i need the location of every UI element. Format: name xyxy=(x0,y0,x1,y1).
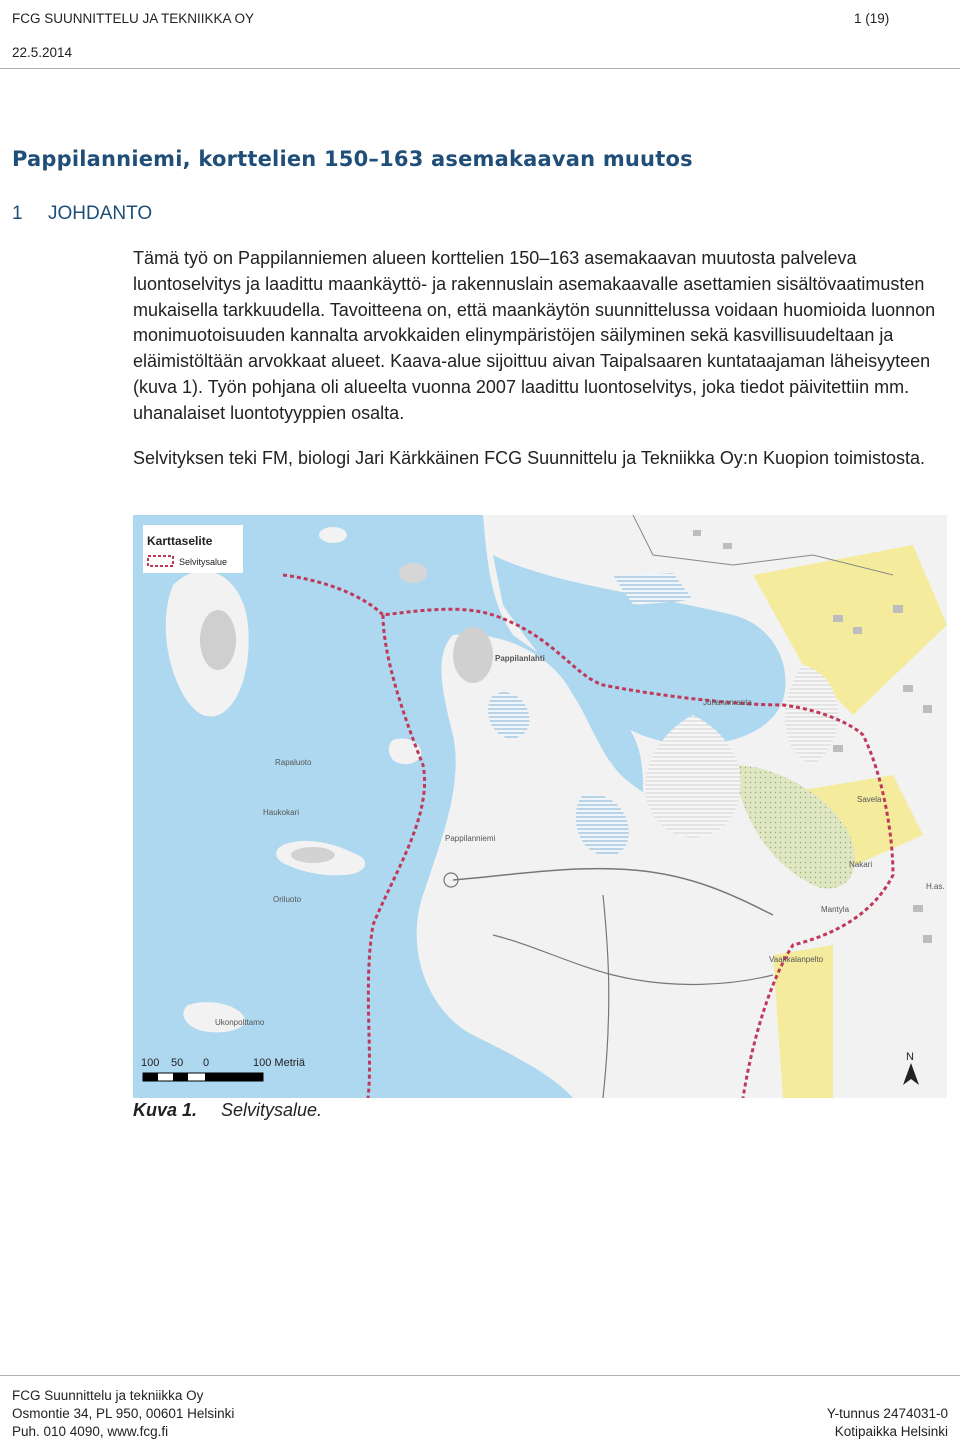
footer-company: FCG Suunnittelu ja tekniikka Oy xyxy=(12,1388,204,1403)
scale-label: 100 Metriä xyxy=(253,1057,305,1069)
place-label: Vaakkalanpelto xyxy=(769,955,824,964)
place-label: Savela xyxy=(857,795,882,804)
north-label: N xyxy=(906,1051,914,1063)
place-label: Pappilanniemi xyxy=(445,834,496,843)
survey-area-map xyxy=(133,515,947,1098)
document-title: Pappilanniemi, korttelien 150–163 asemakaavan muutos xyxy=(12,147,693,171)
caption-text: Selvitysalue. xyxy=(221,1100,323,1120)
rock-outcrop xyxy=(399,563,427,583)
section-heading xyxy=(12,203,152,225)
rock-outcrop xyxy=(291,847,335,863)
footer-address: Osmontie 34, PL 950, 00601 Helsinki xyxy=(12,1406,235,1421)
island-east-small xyxy=(319,527,347,543)
place-label: Haukokari xyxy=(263,808,300,817)
header-company: FCG SUUNNITTELU JA TEKNIIKKA OY xyxy=(12,11,255,26)
scale-label: 50 xyxy=(171,1057,184,1069)
section-number: 1 xyxy=(12,203,23,224)
rock-outcrop xyxy=(453,627,493,683)
footer-business-id: Y-tunnus 2474031-0 xyxy=(826,1406,948,1421)
header-page-number: 1 (19) xyxy=(854,11,890,26)
field-area xyxy=(773,945,833,1098)
place-label: Ukonpolttamo xyxy=(215,1018,265,1027)
footer-right xyxy=(827,1405,948,1441)
place-label: Nakari xyxy=(849,860,873,869)
place-label: H.as. xyxy=(926,882,945,891)
place-label: Oriluoto xyxy=(273,895,302,904)
intro-paragraph: Tämä työ on Pappilanniemen alueen korttelien 150–163 asemakaavan muutosta palveleva luontoselvitys ja laadittu maankäyttö- ja rakennuslain asemakaavalle asettamien sisältövaatimusten mukaisella tarkkuudella. Tavoitteena on, että maankäytön suunnittelussa voidaan huomioida luonnon monimuotoisuuden kannalta arvokkaiden elinympäristöjen säilyminen sekä kasvillisuudeltaan ja eläimistöltään arvokkaat alueet. Kaava-alue sijoittuu aivan Taipalsaaren kuntataajaman läheisyyteen (kuva 1). Työn pohjana oli alueelta vuonna 2007 laadittu luontoselvitys, joka tiedot päivitettiin mm. uhanalaiset luontotyyppien osalta. xyxy=(133,248,936,423)
header-divider xyxy=(0,68,960,69)
footer-phone: Puh. 010 4090, www.fcg.fi xyxy=(12,1424,169,1439)
author-paragraph: Selvityksen teki FM, biologi Jari Kärkkäinen FCG Suunnittelu ja Tekniikka Oy:n Kuopion toimistosta. xyxy=(133,448,926,468)
place-label: Juhananranta xyxy=(703,698,752,707)
header-date: 22.5.2014 xyxy=(12,45,73,60)
place-label: Mantyla xyxy=(821,905,850,914)
footer-left xyxy=(12,1387,234,1441)
rock-outcrop xyxy=(200,610,236,670)
footer-divider xyxy=(0,1375,960,1376)
place-label: Rapaluoto xyxy=(275,758,312,767)
scale-label: 100 xyxy=(141,1057,160,1069)
footer-domicile: Kotipaikka Helsinki xyxy=(834,1424,948,1439)
legend-item-label: Selvitysalue xyxy=(179,557,228,567)
scale-label: 0 xyxy=(203,1057,210,1069)
caption-number: Kuva 1. xyxy=(133,1100,198,1120)
page-header xyxy=(12,2,254,70)
figure-caption xyxy=(133,1100,322,1121)
section-title: JOHDANTO xyxy=(48,203,153,224)
place-label: Pappilanlahti xyxy=(495,654,545,663)
legend-title: Karttaselite xyxy=(147,534,213,548)
